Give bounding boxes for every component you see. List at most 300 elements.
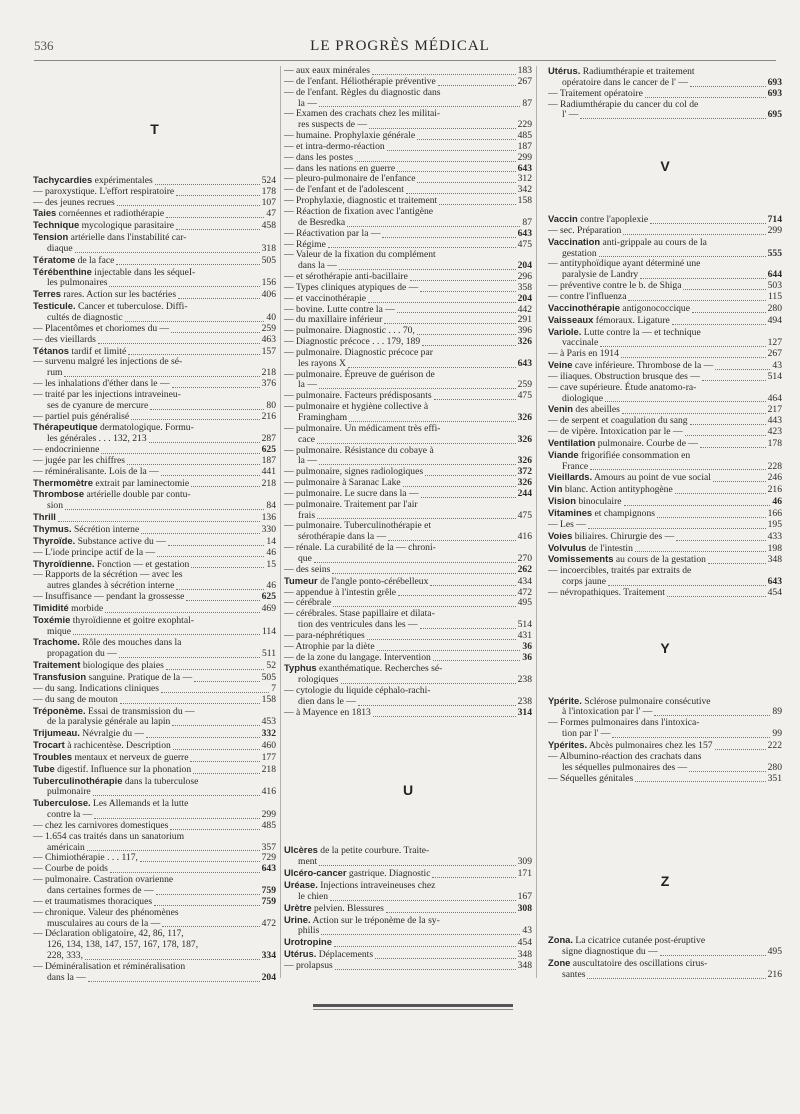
page-ref: 454: [767, 586, 782, 598]
index-term: Variole.: [548, 325, 582, 337]
index-entry-rest: — Prophylaxie, diagnostic et traitement: [284, 195, 438, 207]
index-entry-rest: au cours de la gestation: [613, 554, 706, 566]
index-line: — Déminéralisation et réminéralisation: [33, 960, 186, 972]
dot-leader: [600, 346, 765, 347]
index-entry-rest: — de l'enfant. Héliothérapie préventive: [284, 75, 436, 87]
dot-leader: [654, 715, 770, 716]
index-entry-rest: dans la —: [47, 971, 86, 983]
index-term: Tuberculose.: [33, 797, 91, 809]
dot-leader: [657, 517, 766, 518]
index-entry-rest: gestation: [562, 247, 597, 259]
dot-leader: [93, 795, 260, 796]
page-ref: 296: [517, 271, 532, 283]
index-entry-text: [548, 472, 711, 484]
index-text: Radiumthérapie et traitement: [580, 66, 695, 77]
page-ref: 693: [767, 87, 782, 99]
index-entry: [548, 394, 782, 405]
index-term: Terres: [33, 288, 61, 300]
index-text: Rôle des mouches dans la: [79, 637, 182, 649]
dot-leader: [149, 442, 260, 443]
index-entry-rest: — cérébrale: [284, 597, 332, 609]
index-entry-rest: contre la —: [47, 809, 93, 821]
page-ref: 643: [517, 162, 532, 174]
page-ref: 15: [266, 558, 276, 570]
index-term: Technique: [33, 219, 80, 231]
index-entry-rest: de la face: [75, 254, 115, 266]
page-ref: 195: [767, 518, 782, 530]
index-entry: [284, 565, 532, 576]
index-line: — chronique. Valeur des phénomènes: [33, 906, 179, 918]
index-entry-rest: tardif et limité: [68, 345, 127, 357]
index-text: Injections intraveineuses chez: [317, 880, 436, 891]
dot-leader: [191, 486, 260, 487]
index-entry-rest: — appendue à l'intestin grêle: [284, 586, 397, 598]
dot-leader: [640, 278, 765, 279]
page-ref: 472: [517, 586, 532, 598]
index-entry-text: [562, 947, 658, 958]
page-ref: 87: [522, 216, 532, 228]
dot-leader: [85, 959, 260, 960]
page-ref: 372: [517, 466, 532, 478]
index-entry-rest: digestif. Influence sur la phonation: [54, 763, 192, 775]
index-term: Vin: [548, 483, 563, 495]
index-entry-rest: — dans les nations en guerre: [284, 162, 396, 174]
index-entry-rest: France: [562, 460, 589, 472]
index-entry-text: [284, 708, 371, 719]
index-entry-rest: — paroxystique. L'effort respiratoire: [33, 185, 175, 197]
index-entry-rest: dien dans le —: [298, 695, 356, 707]
dot-leader: [692, 312, 766, 313]
index-line: — pulmonaire. Tuberculinothérapie et: [284, 520, 432, 532]
index-entry-rest: Déplacements: [316, 949, 374, 961]
dot-leader: [422, 345, 515, 346]
index-term: Tétanos: [33, 344, 69, 356]
page-header: [34, 38, 766, 58]
page-ref: 342: [517, 184, 532, 196]
dot-leader: [58, 521, 260, 522]
index-entry-rest: tion des ventricules dans les —: [298, 619, 418, 631]
index-entry-rest: contre l'apoplexie: [577, 214, 649, 226]
index-column-left: [33, 66, 281, 983]
dot-leader: [622, 413, 766, 414]
index-entry-rest: les pulmonaires: [47, 277, 108, 289]
index-term: Ypérites.: [548, 738, 588, 750]
page-ref: 166: [767, 508, 782, 519]
page-ref: 114: [261, 625, 276, 637]
page-ref: 326: [517, 412, 532, 423]
index-entry: [548, 315, 782, 327]
dot-leader: [170, 829, 259, 830]
page-ref: 334: [261, 950, 276, 962]
dot-leader: [349, 421, 516, 422]
page-ref: 287: [261, 433, 276, 445]
dot-leader: [87, 850, 260, 851]
index-entry-rest: — pulmonaire à Saranac Lake: [284, 477, 401, 489]
page-ref: 187: [517, 140, 532, 152]
page-ref: 40: [266, 311, 276, 323]
index-entry-rest: gastrique. Diagnostic: [346, 868, 431, 880]
index-column-right: [548, 66, 782, 981]
dot-leader: [635, 781, 765, 782]
index-term: Ulcéro-cancer: [284, 867, 347, 879]
page-ref: 485: [261, 819, 276, 831]
dot-leader: [168, 545, 265, 546]
index-entry-rest: cornéennes et radiothérapie: [56, 208, 165, 220]
dot-leader: [612, 737, 770, 738]
page-ref: 505: [261, 254, 276, 266]
index-entry-rest: — Chimiothérapie . . . 117,: [33, 852, 138, 864]
dot-leader: [341, 683, 516, 684]
page-ref: 309: [517, 856, 532, 868]
index-entry-rest: ses de cyanure de mercure: [47, 399, 149, 411]
index-entry: [284, 435, 532, 446]
dot-leader: [403, 486, 516, 487]
index-entry-rest: les générales . . . 132, 213: [47, 433, 147, 445]
page-ref: 330: [261, 524, 276, 535]
page-ref: 348: [517, 949, 532, 961]
index-entry-rest: 228, 333,: [47, 950, 83, 962]
index-text: frigorifiée consommation en: [578, 449, 691, 461]
dot-leader: [334, 946, 516, 947]
dot-leader: [375, 958, 516, 959]
index-entry: [284, 892, 532, 903]
dot-leader: [178, 298, 260, 299]
dot-leader: [676, 540, 765, 541]
page-ref: 222: [767, 739, 782, 751]
index-line: — pulmonaire. Résistance du cobaye à: [284, 444, 434, 456]
dot-leader: [715, 369, 770, 370]
page-ref: 423: [767, 426, 782, 438]
index-term: Typhus: [284, 662, 317, 674]
dot-leader: [420, 628, 516, 629]
page-ref: 158: [261, 693, 276, 705]
dot-leader: [146, 737, 260, 738]
index-entry-rest: les rayons X: [298, 357, 346, 369]
dot-leader: [125, 321, 265, 322]
index-entry-rest: frais: [298, 509, 316, 521]
dot-leader: [433, 660, 521, 661]
index-entry-rest: expérimentales: [92, 174, 153, 186]
index-entry-rest: américain: [47, 841, 85, 853]
index-entry: [284, 961, 532, 972]
dot-leader: [140, 861, 260, 862]
index-entry-rest: tion par l' —: [562, 728, 611, 740]
index-entry: [284, 937, 532, 949]
dot-leader: [713, 481, 766, 482]
dot-leader: [317, 518, 516, 519]
section-letter: T: [150, 121, 159, 137]
page-ref: 204: [517, 292, 532, 304]
page-ref: 259: [261, 322, 276, 334]
index-term: Vaisseaux: [548, 313, 594, 325]
index-entry-text: [562, 970, 585, 981]
page-ref: 299: [767, 224, 782, 236]
index-entry-text: [562, 110, 578, 121]
index-entry: [33, 335, 276, 346]
dot-leader: [432, 877, 515, 878]
index-entry: [33, 973, 276, 984]
page-ref: 326: [517, 433, 532, 445]
index-entry-rest: — et traumatismes thoraciques: [33, 895, 153, 907]
index-line: — cérébrales. Stase papillaire et dilata-: [284, 608, 435, 620]
page-ref: 453: [261, 716, 276, 728]
dot-leader: [319, 865, 515, 866]
index-entry-text: [298, 359, 346, 370]
page-ref: 443: [767, 415, 782, 427]
index-term: Trachome.: [33, 636, 80, 648]
page-ref: 494: [767, 314, 782, 326]
index-entry-rest: philis: [298, 925, 320, 937]
page-ref: 625: [261, 444, 276, 456]
index-entry: [548, 774, 782, 785]
index-entry-rest: pelvien. Blessures: [311, 902, 384, 914]
index-line: 126, 134, 138, 147, 157, 167, 178, 187,: [47, 939, 199, 951]
index-entry-rest: paralysie de Landry: [562, 269, 639, 281]
index-entry-rest: signe diagnostique du —: [562, 946, 658, 958]
index-text: Les Allemands et la lutte: [90, 798, 189, 810]
dot-leader: [628, 300, 766, 301]
index-entry-rest: — Traitement opératoire: [548, 87, 643, 99]
index-entry-text: [548, 774, 633, 785]
index-entry-rest: cave inférieure. Thrombose de la —: [572, 360, 714, 372]
index-entry-rest: — de la zone du langage. Intervention: [284, 651, 431, 663]
index-entry: [548, 110, 782, 121]
page-ref: 14: [266, 535, 276, 547]
dot-leader: [367, 639, 516, 640]
index-term: Venin: [548, 403, 574, 415]
index-term: Tension: [33, 231, 69, 243]
index-entry-rest: la —: [298, 97, 317, 109]
index-term: Tube: [33, 762, 55, 774]
page-ref: 454: [517, 937, 532, 949]
index-entry: [548, 520, 782, 531]
dot-leader: [330, 900, 516, 901]
index-entry-rest: — les inhalations d'éther dans le —: [33, 378, 170, 390]
dot-leader: [88, 981, 260, 982]
index-entry-rest: — pulmonaire. Diagnostic . . . 70,: [284, 325, 415, 337]
index-line: — antityphoïdique ayant déterminé une: [548, 258, 701, 270]
index-entry-rest: — de vipère. Intoxication par le —: [548, 426, 683, 438]
index-term: Veine: [548, 359, 573, 371]
page-ref: 187: [261, 454, 276, 466]
dot-leader: [683, 289, 765, 290]
page-ref: 7: [271, 682, 276, 694]
index-entry-rest: et champignons: [592, 508, 656, 519]
page-ref: 259: [517, 379, 532, 391]
page-ref: 714: [767, 214, 782, 226]
page-ref: 280: [767, 302, 782, 314]
page-ref: 299: [261, 809, 276, 821]
index-entry-rest: — à Mayence en 1813: [284, 706, 371, 718]
index-term: Vieillards.: [548, 471, 593, 483]
page-ref: 107: [261, 196, 276, 208]
dot-leader: [372, 74, 516, 75]
page-ref: 326: [517, 455, 532, 467]
index-entry: [548, 588, 782, 599]
dot-leader: [406, 193, 516, 194]
page-ref: 87: [522, 97, 532, 109]
index-entry-rest: — Placentômes et choriomes du —: [33, 322, 170, 334]
index-term: Vision: [548, 495, 576, 507]
index-entry: [33, 220, 276, 232]
page-ref: 99: [772, 728, 782, 740]
index-entry-rest: — Diagnostic précoce . . . 179, 189: [284, 336, 421, 348]
index-entry-rest: diologique: [562, 392, 604, 404]
page-ref: 127: [767, 337, 782, 349]
index-entry-rest: Fonction — et gestation: [94, 558, 190, 570]
index-entry-rest: que: [298, 552, 312, 564]
index-term: Thermomètre: [33, 476, 93, 488]
index-entry-rest: — des jeunes recrues: [33, 196, 115, 208]
index-entry-rest: — pleuro-pulmonaire de l'enfance: [284, 173, 416, 185]
page-ref: 204: [261, 971, 276, 983]
dot-leader: [119, 657, 260, 658]
index-term: Taies: [33, 207, 57, 219]
page-ref: 216: [767, 968, 782, 980]
page-ref: 463: [261, 333, 276, 345]
page-ref: 158: [517, 195, 532, 207]
page-ref: 625: [261, 591, 276, 603]
index-text: de la petite courbure. Traite-: [317, 845, 430, 857]
index-entry-rest: opératoire dans le cancer de l' —: [562, 76, 688, 88]
index-entry-rest: morbide: [68, 602, 104, 614]
index-entry-rest: Framingham: [298, 412, 348, 423]
page-ref: 643: [517, 357, 532, 369]
index-entry-rest: pulmonaire: [47, 786, 91, 798]
page-ref: 43: [772, 360, 782, 372]
index-term: Zona.: [548, 934, 573, 946]
dot-leader: [105, 612, 259, 613]
page-ref: 136: [261, 512, 276, 524]
dot-leader: [73, 634, 260, 635]
page-ref: 157: [261, 345, 276, 357]
page-ref: 228: [767, 460, 782, 472]
index-entry-rest: — et intra-dermo-réaction: [284, 140, 385, 152]
page-ref: 729: [261, 852, 276, 864]
index-line: — de l'enfant. Règles du diagnostic dans: [284, 86, 441, 98]
dot-leader: [317, 443, 516, 444]
page-ref: 431: [517, 629, 532, 641]
index-term: Vitamines: [548, 507, 593, 518]
dot-leader: [94, 818, 259, 819]
dot-leader: [373, 716, 516, 717]
dot-leader: [587, 978, 765, 979]
dot-leader: [166, 217, 264, 218]
index-term: Viande: [548, 448, 579, 460]
dot-leader: [116, 264, 259, 265]
dot-leader: [417, 139, 516, 140]
dot-leader: [386, 912, 516, 913]
index-term: Thérapeutique: [33, 421, 98, 433]
index-entry-rest: — aux eaux minérales: [284, 65, 371, 76]
dot-leader: [635, 551, 766, 552]
end-rule: [313, 1004, 513, 1007]
index-entry-rest: Amours au point de vue social: [592, 472, 711, 484]
index-entry-rest: — sec. Préparation: [548, 224, 622, 236]
index-entry: [284, 708, 532, 719]
index-entry-rest: sanguine. Pratique de la —: [86, 671, 193, 683]
page-ref: 312: [517, 173, 532, 185]
index-entry: [548, 89, 782, 100]
page-ref: 759: [261, 885, 276, 896]
index-entry: [33, 278, 276, 289]
page-ref: 270: [517, 552, 532, 564]
index-term: Trijumeau.: [33, 727, 80, 739]
dot-leader: [190, 761, 259, 762]
dot-leader: [347, 226, 520, 227]
header-rule: [34, 60, 776, 61]
dot-leader: [319, 106, 520, 107]
index-line: — Radiumthérapie du cancer du col de: [548, 98, 699, 110]
page-ref: 475: [517, 390, 532, 402]
dot-leader: [608, 585, 766, 586]
index-line: — Réaction de fixation avec l'antigène: [284, 205, 434, 217]
index-entry-rest: — de serpent et coagulation du sang: [548, 415, 688, 427]
page-ref: 167: [517, 890, 532, 902]
page-ref: 52: [266, 660, 276, 672]
index-entry-rest: — bovine. Lutte contre la —: [284, 303, 395, 315]
index-entry-text: [548, 89, 643, 100]
page-ref: 308: [517, 902, 532, 914]
index-entry-rest: — Insuffisance — pendant la grossesse: [33, 591, 185, 603]
index-entry-rest: ment: [298, 856, 318, 868]
page-ref: 43: [522, 925, 532, 937]
index-entry-rest: santes: [562, 968, 586, 980]
dot-leader: [690, 86, 766, 87]
index-entry-rest: — pulmonaire. Le sucre dans la —: [284, 487, 419, 499]
dot-leader: [64, 376, 259, 377]
page-ref: 47: [266, 208, 276, 220]
dot-leader: [660, 955, 766, 956]
page-ref: 472: [261, 917, 276, 929]
index-entry-text: [33, 752, 188, 764]
index-term: Ventilation: [548, 436, 596, 448]
dot-leader: [176, 589, 264, 590]
index-entry-rest: propagation du —: [47, 648, 117, 660]
page-ref: 348: [517, 959, 532, 971]
dot-leader: [127, 464, 260, 465]
page-ref: 80: [266, 399, 276, 411]
dot-leader: [700, 447, 766, 448]
dot-leader: [369, 128, 516, 129]
index-entry-text: [548, 588, 665, 599]
index-entry-rest: — et sérothérapie anti-bacillaire: [284, 271, 408, 283]
index-term: Thyroïde.: [33, 534, 76, 546]
page-ref: 218: [261, 477, 276, 489]
index-entry: [548, 947, 782, 958]
dot-leader: [690, 424, 766, 425]
index-entry-rest: Abcès pulmonaires chez les 157: [587, 739, 713, 751]
dot-leader: [75, 252, 260, 253]
index-line: — rénale. La curabilité de la — chroni-: [284, 542, 436, 554]
index-term: Transfusion: [33, 670, 87, 682]
dot-leader: [141, 533, 259, 534]
page-ref: 246: [767, 472, 782, 484]
section-letter: Z: [660, 873, 670, 890]
index-entry: [33, 752, 276, 764]
index-entry-rest: — réminéralisante. Lois de la —: [33, 465, 159, 477]
dot-leader: [434, 399, 516, 400]
page-ref: 514: [767, 370, 782, 382]
index-entry: [33, 501, 276, 512]
index-text: dans la tuberculose: [122, 775, 199, 787]
index-term: Troubles: [33, 750, 73, 762]
index-entry: [548, 438, 782, 450]
index-term: Tachycardies: [33, 173, 93, 185]
index-entry: [33, 592, 276, 603]
dot-leader: [368, 302, 516, 303]
index-entry-rest: — jugée par les chiffres: [33, 454, 125, 466]
